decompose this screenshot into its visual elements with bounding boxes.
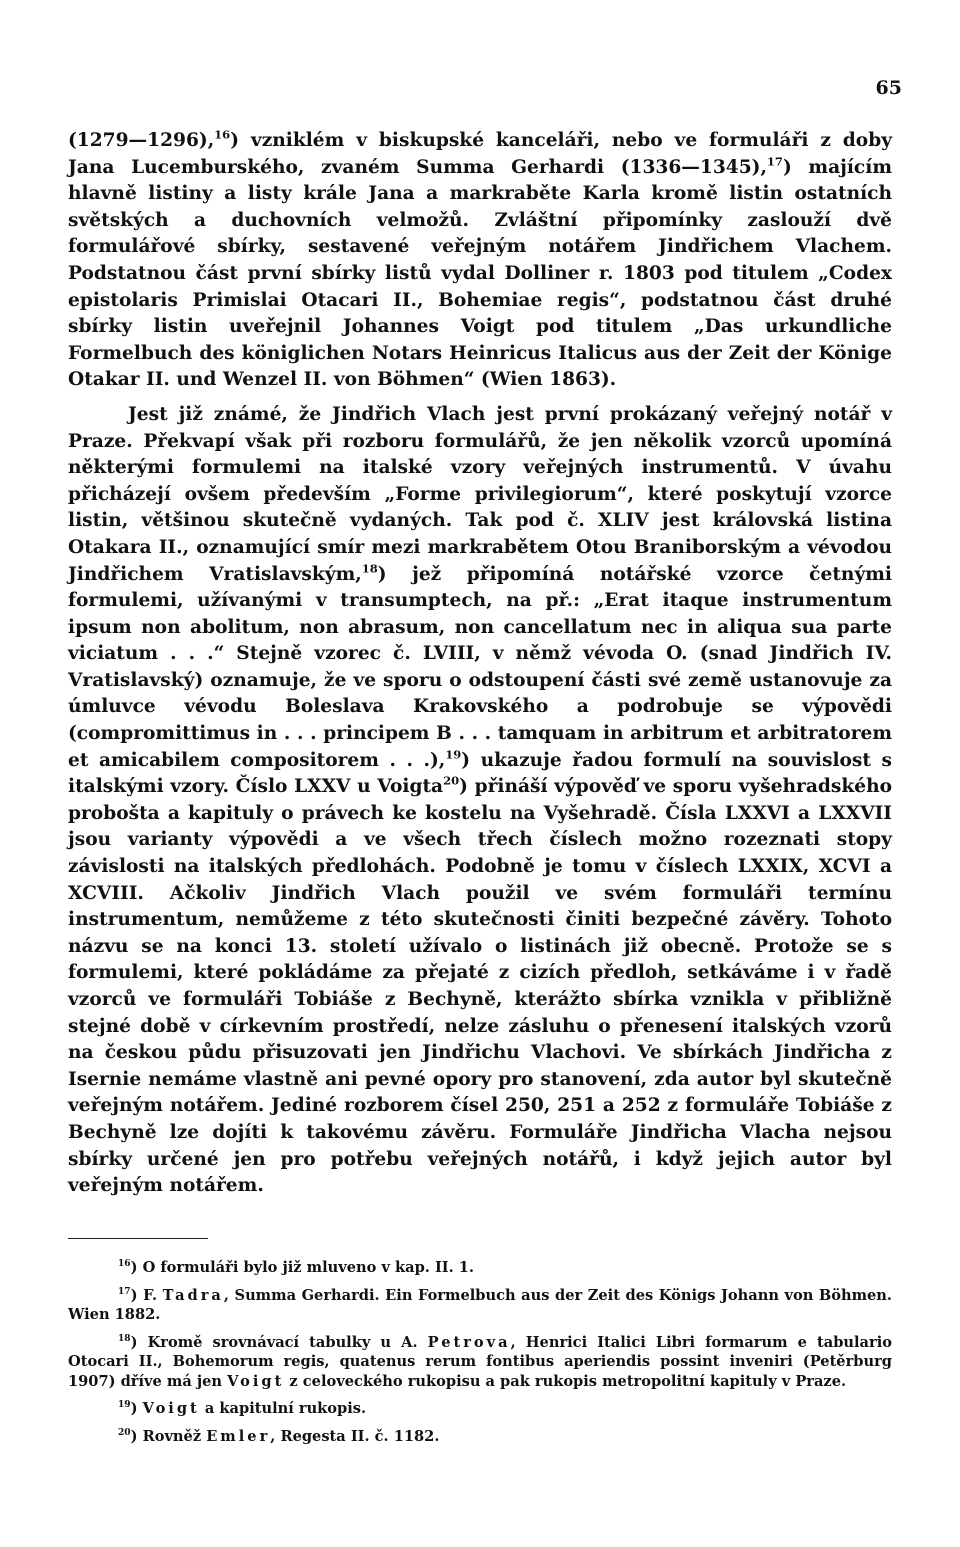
paragraph-1-text: ) vzniklém v biskupské kanceláři, nebo ve formuláři z doby Jana Lucemburského, zvaném Summa Gerhardi (1336—1345), — [68, 130, 892, 178]
footnote-number: 20 — [118, 1427, 131, 1438]
footnote-18 — [68, 1333, 892, 1392]
paragraph-2-text: ) ukazuje řadou formulí na souvislost s italskými vzory. Číslo LXXV u Voigta — [68, 749, 892, 798]
footnote-text: , Regesta II. č. 1182. — [270, 1427, 440, 1445]
author-name: Tadra — [162, 1286, 224, 1304]
main-text — [68, 128, 892, 1200]
footnote-number: 17 — [118, 1286, 131, 1297]
footnote-19 — [68, 1399, 892, 1419]
footnote-17 — [68, 1286, 892, 1325]
footnote-ref-20: 20 — [443, 773, 460, 788]
author-name: Voigt — [227, 1372, 285, 1390]
footnote-number: 16 — [118, 1259, 131, 1270]
footnote-number: 19 — [118, 1400, 131, 1411]
paragraph-1-text: (1279—1296), — [68, 130, 215, 151]
footnote-text: z celoveckého rukopisu a pak rukopis metropolitní kapituly v Praze. — [284, 1372, 847, 1390]
paragraph-2 — [68, 402, 892, 1200]
footnote-text: a kapitulní rukopis. — [199, 1400, 367, 1417]
footnote-ref-19: 19 — [445, 747, 462, 762]
author-name: Emler — [206, 1427, 271, 1445]
paragraph-1 — [68, 128, 892, 394]
footnotes — [68, 1258, 892, 1454]
footnote-ref-17: 17 — [766, 154, 783, 169]
footnote-text: ) O formuláři bylo již mluveno v kap. II. 1. — [130, 1259, 475, 1276]
footnote-text: ) Kromě srovnávací tabulky u A. — [130, 1333, 428, 1351]
footnote-ref-16: 16 — [214, 127, 231, 142]
footnote-text: ) F. — [130, 1286, 163, 1304]
footnote-text: , Henrici Italici Libri formarum e tabulario Otocari II., Bohemorum regis, quatenus rerum fontibus aperiendis possint inveniri (Petěrburg 1907) dříve má jen — [68, 1333, 892, 1390]
footnote-16 — [68, 1258, 892, 1278]
page-number: 65 — [875, 77, 902, 99]
paragraph-2-text: Jest již známé, že Jindřich Vlach jest první prokázaný veřejný notář v Praze. Překvapí však při rozboru formulářů, že jen několik vzorců upomíná některými formulemi na italské vzory veřejných instrumentů. V úvahu přicházejí ovšem především „Forme privilegiorum“, které poskytují vzorce listin, většinou skutečně vydaných. Tak pod č. XLIV jest královská listina Otakara II., oznamující smír mezi markrabětem Otou Braniborským a vévodou Jindřichem Vratislavským, — [68, 403, 892, 585]
paragraph-2-text: ) jež připomíná notářské vzorce četnými formulemi, užívanými v transumptech, na př.: „Erat itaque instrumentum ipsum non abolitum, non abrasum, non cancellatum nec in aliqua sua parte viciatum . . .“ Stejně vzorec č. LVIII, v němž vévoda O. (snad Jindřich IV. Vratislavský) oznamuje, že ve sporu o odstoupení části své země ustanovuje za úmluvce vévodu Boleslava Krakovského a podrobuje se výpovědi (compromittimus in . . . principem B . . . tamquam in arbitrum et arbitratorem et amicabilem compositorem . . .), — [68, 563, 892, 771]
author-name: Voigt — [142, 1400, 200, 1417]
footnote-20 — [68, 1427, 892, 1447]
footnote-text: ) — [130, 1400, 143, 1417]
footnote-text: ) Rovněž — [130, 1427, 207, 1445]
author-name: Petrova — [427, 1333, 511, 1351]
footnote-number: 18 — [118, 1333, 131, 1344]
paragraph-1-text: ) majícím hlavně listiny a listy krále Jana a markraběte Karla kromě listin ostatních světských a duchovních velmožů. Zvláštní připomínky zaslouží dvě formulářové sbírky, sestavené veřejným notářem Jindřichem Vlachem. Podstatnou část první sbírky listů vydal Dolliner r. 1803 pod titulem „Codex epistolaris Primislai Otacari II., Bohemiae regis“, podstatnou část druhé sbírky listin uveřejnil Johannes Voigt pod titulem „Das urkundliche Formelbuch des königlichen Notars Heinricus Italicus aus der Zeit der Könige Otakar II. und Wenzel II. von Böhmen“ (Wien 1863). — [68, 156, 892, 391]
footnote-divider — [68, 1238, 208, 1239]
paragraph-2-text: ) přináší výpověď ve sporu vyšehradského probošta a kapituly o právech ke kostelu na Vyšehradě. Čísla LXXVI a LXXVII jsou varianty výpovědi a ve všech třech číslech možno rozeznati stopy závislosti na italských předlohách. Podobně je tomu v číslech LXXIX, XCVI a XCVIII. Ačkoliv Jindřich Vlach použil ve svém formuláři termínu instrumentum, nemůžeme z této skutečnosti činiti bezpečné závěry. Tohoto názvu se na konci 13. století užívalo o listinách již obecně. Protože se s formulemi, které pokládáme za přejaté z cizích předloh, setkáváme i v řadě vzorců ve formuláři Tobiáše z Bechyně, kterážto sbírka vznikla v přibližně stejné době v církevním prostředí, nelze zásluhu o přenesení italských vzorů na českou půdu přisuzovati jen Jindřichu Vlachovi. Ve sbírkách Jindřicha z Isernie nemáme vlastně ani pevné opory pro stanovení, zda autor byl skutečně veřejným notářem. Jediné rozborem čísel 250, 251 a 252 z formuláře Tobiáše z Bechyně lze dojíti k takovému závěru. Formuláře Jindřicha Vlacha nejsou sbírky určené jen pro potřebu veřejných notářů, i když jejich autor byl veřejným notářem. — [68, 776, 892, 1197]
footnote-ref-18: 18 — [361, 561, 378, 576]
footnote-text: , Summa Gerhardi. Ein Formelbuch aus der Zeit des Königs Johann von Böhmen. Wien 1882. — [68, 1286, 893, 1323]
